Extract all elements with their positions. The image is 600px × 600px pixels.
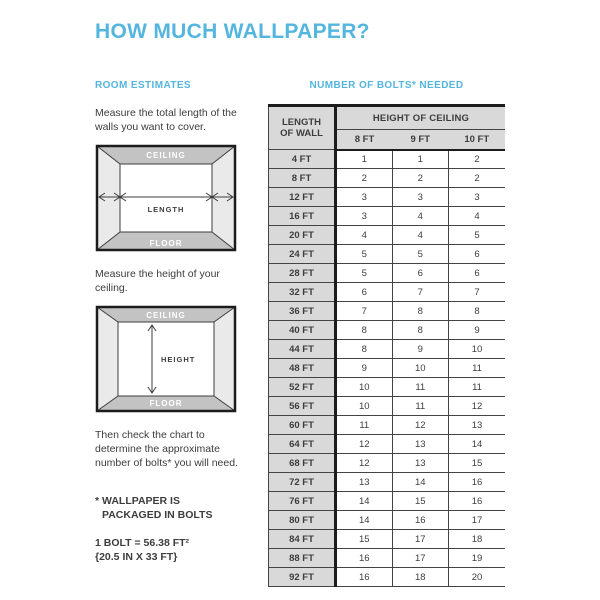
bolt-count-cell: 5 bbox=[392, 245, 449, 264]
table-row bbox=[269, 568, 506, 587]
table-row bbox=[269, 530, 506, 549]
bolt-count-cell: 11 bbox=[449, 378, 506, 397]
wall-length-cell: 44 FT bbox=[269, 340, 336, 359]
bolt-count-cell: 11 bbox=[392, 378, 449, 397]
bolt-count-cell: 8 bbox=[392, 302, 449, 321]
height-label: HEIGHT bbox=[161, 355, 196, 364]
table-row bbox=[269, 492, 506, 511]
bolt-size-line2: {20.5 IN X 33 FT} bbox=[95, 551, 178, 563]
bolt-count-cell: 16 bbox=[336, 568, 393, 587]
bolt-count-cell: 13 bbox=[336, 473, 393, 492]
wall-length-cell: 24 FT bbox=[269, 245, 336, 264]
bolt-count-cell: 2 bbox=[392, 169, 449, 188]
table-row bbox=[269, 302, 506, 321]
wall-length-cell: 64 FT bbox=[269, 435, 336, 454]
bolt-count-cell: 8 bbox=[336, 321, 393, 340]
bolt-count-cell: 4 bbox=[392, 207, 449, 226]
room-height-diagram bbox=[95, 305, 237, 413]
room-length-diagram bbox=[95, 144, 237, 252]
wall-length-cell: 40 FT bbox=[269, 321, 336, 340]
wall-length-cell: 28 FT bbox=[269, 264, 336, 283]
wall-length-cell: 84 FT bbox=[269, 530, 336, 549]
bolt-count-cell: 14 bbox=[449, 435, 506, 454]
page-title: HOW MUCH WALLPAPER? bbox=[95, 20, 370, 43]
wall-length-cell: 92 FT bbox=[269, 568, 336, 587]
footnote-line2: PACKAGED IN BOLTS bbox=[102, 509, 213, 521]
bolt-count-cell: 3 bbox=[336, 188, 393, 207]
bolt-count-cell: 9 bbox=[336, 359, 393, 378]
ceiling-label: CEILING bbox=[146, 311, 186, 320]
table-row bbox=[269, 473, 506, 492]
bolt-count-cell: 11 bbox=[449, 359, 506, 378]
bolt-count-cell: 1 bbox=[392, 150, 449, 169]
table-row bbox=[269, 435, 506, 454]
bolt-count-cell: 7 bbox=[449, 283, 506, 302]
bolt-count-cell: 10 bbox=[392, 359, 449, 378]
bolts-footnote bbox=[95, 494, 253, 522]
bolt-count-cell: 12 bbox=[449, 397, 506, 416]
table-row bbox=[269, 511, 506, 530]
table-row bbox=[269, 549, 506, 568]
bolt-count-cell: 11 bbox=[336, 416, 393, 435]
bolt-count-cell: 6 bbox=[392, 264, 449, 283]
wall-length-cell: 80 FT bbox=[269, 511, 336, 530]
wall-length-cell: 48 FT bbox=[269, 359, 336, 378]
table-row bbox=[269, 188, 506, 207]
bolt-count-cell: 7 bbox=[336, 302, 393, 321]
bolt-count-cell: 6 bbox=[449, 264, 506, 283]
table-row bbox=[269, 169, 506, 188]
bolt-size-info bbox=[95, 536, 253, 564]
table-row bbox=[269, 454, 506, 473]
ceiling-label: CEILING bbox=[146, 151, 186, 160]
footnote-line1: * WALLPAPER IS bbox=[95, 495, 180, 507]
instruction-height-text: Measure the height of your ceiling. bbox=[95, 268, 220, 294]
bolt-count-cell: 1 bbox=[336, 150, 393, 169]
bolt-count-cell: 9 bbox=[392, 340, 449, 359]
floor-label: FLOOR bbox=[149, 239, 183, 248]
bolt-count-cell: 3 bbox=[336, 207, 393, 226]
table-row bbox=[269, 207, 506, 226]
bolt-count-cell: 3 bbox=[392, 188, 449, 207]
bolt-count-cell: 17 bbox=[449, 511, 506, 530]
bolt-count-cell: 5 bbox=[449, 226, 506, 245]
wall-length-cell: 88 FT bbox=[269, 549, 336, 568]
bolt-count-cell: 6 bbox=[449, 245, 506, 264]
bolt-count-cell: 12 bbox=[336, 454, 393, 473]
bolt-count-cell: 15 bbox=[336, 530, 393, 549]
bolt-count-cell: 16 bbox=[336, 549, 393, 568]
bolt-count-cell: 8 bbox=[449, 302, 506, 321]
table-row bbox=[269, 150, 506, 169]
wall-length-cell: 20 FT bbox=[269, 226, 336, 245]
bolt-count-cell: 15 bbox=[449, 454, 506, 473]
bolt-count-cell: 6 bbox=[336, 283, 393, 302]
table-row bbox=[269, 226, 506, 245]
bolt-count-cell: 4 bbox=[449, 207, 506, 226]
instruction-length-text: Measure the total length of the walls you want to cover. bbox=[95, 107, 237, 133]
table-row bbox=[269, 264, 506, 283]
bolts-table-body bbox=[269, 150, 506, 587]
bolt-count-cell: 9 bbox=[449, 321, 506, 340]
wall-length-cell: 68 FT bbox=[269, 454, 336, 473]
bolt-count-cell: 7 bbox=[392, 283, 449, 302]
wall-length-cell: 12 FT bbox=[269, 188, 336, 207]
bolt-count-cell: 13 bbox=[392, 454, 449, 473]
bolt-count-cell: 2 bbox=[336, 169, 393, 188]
table-row bbox=[269, 378, 506, 397]
bolt-count-cell: 18 bbox=[392, 568, 449, 587]
bolt-count-cell: 14 bbox=[336, 511, 393, 530]
bolt-count-cell: 8 bbox=[392, 321, 449, 340]
bolt-count-cell: 12 bbox=[336, 435, 393, 454]
bolt-count-cell: 16 bbox=[449, 473, 506, 492]
wall-length-cell: 72 FT bbox=[269, 473, 336, 492]
bolts-needed-heading: NUMBER OF BOLTS* NEEDED bbox=[309, 80, 464, 91]
instruction-chart-text: Then check the chart to determine the approximate number of bolts* you will need. bbox=[95, 429, 238, 469]
length-label: LENGTH bbox=[147, 205, 185, 214]
table-header-row-1 bbox=[269, 106, 506, 130]
bolt-count-cell: 5 bbox=[336, 245, 393, 264]
bolt-count-cell: 16 bbox=[449, 492, 506, 511]
bolt-count-cell: 10 bbox=[336, 378, 393, 397]
bolt-count-cell: 18 bbox=[449, 530, 506, 549]
wall-length-cell: 60 FT bbox=[269, 416, 336, 435]
bolts-needed-section bbox=[268, 80, 505, 587]
bolt-count-cell: 10 bbox=[449, 340, 506, 359]
wall-length-cell: 36 FT bbox=[269, 302, 336, 321]
bolt-count-cell: 19 bbox=[449, 549, 506, 568]
bolts-table bbox=[268, 104, 505, 587]
bolt-count-cell: 5 bbox=[336, 264, 393, 283]
bolt-count-cell: 2 bbox=[449, 150, 506, 169]
bolt-size-line1: 1 BOLT = 56.38 FT² bbox=[95, 537, 190, 549]
wall-length-cell: 76 FT bbox=[269, 492, 336, 511]
table-row bbox=[269, 245, 506, 264]
bolt-count-cell: 10 bbox=[336, 397, 393, 416]
room-estimates-heading: ROOM ESTIMATES bbox=[95, 80, 191, 91]
bolt-count-cell: 12 bbox=[392, 416, 449, 435]
bolt-count-cell: 15 bbox=[392, 492, 449, 511]
length-of-wall-header: LENGTH OF WALL bbox=[269, 106, 336, 150]
ceiling-8ft-header: 8 FT bbox=[336, 130, 393, 150]
bolt-count-cell: 2 bbox=[449, 169, 506, 188]
wall-length-cell: 16 FT bbox=[269, 207, 336, 226]
bolt-count-cell: 14 bbox=[392, 473, 449, 492]
wall-length-cell: 8 FT bbox=[269, 169, 336, 188]
ceiling-9ft-header: 9 FT bbox=[392, 130, 449, 150]
bolt-count-cell: 13 bbox=[449, 416, 506, 435]
wall-length-cell: 52 FT bbox=[269, 378, 336, 397]
wall-length-cell: 56 FT bbox=[269, 397, 336, 416]
bolt-count-cell: 11 bbox=[392, 397, 449, 416]
bolt-count-cell: 14 bbox=[336, 492, 393, 511]
back-wall bbox=[120, 164, 212, 232]
table-row bbox=[269, 321, 506, 340]
bolt-count-cell: 8 bbox=[336, 340, 393, 359]
bolt-count-cell: 17 bbox=[392, 530, 449, 549]
table-row bbox=[269, 283, 506, 302]
table-row bbox=[269, 340, 506, 359]
ceiling-10ft-header: 10 FT bbox=[449, 130, 506, 150]
height-of-ceiling-header: HEIGHT OF CEILING bbox=[336, 106, 506, 130]
table-row bbox=[269, 397, 506, 416]
wall-length-cell: 32 FT bbox=[269, 283, 336, 302]
wall-length-cell: 4 FT bbox=[269, 150, 336, 169]
bolt-count-cell: 20 bbox=[449, 568, 506, 587]
bolt-count-cell: 3 bbox=[449, 188, 506, 207]
bolt-count-cell: 16 bbox=[392, 511, 449, 530]
bolt-count-cell: 4 bbox=[336, 226, 393, 245]
bolt-count-cell: 13 bbox=[392, 435, 449, 454]
table-row bbox=[269, 416, 506, 435]
bolt-count-cell: 17 bbox=[392, 549, 449, 568]
room-estimates-section bbox=[95, 80, 253, 564]
table-row bbox=[269, 359, 506, 378]
floor-label: FLOOR bbox=[149, 399, 183, 408]
bolt-count-cell: 4 bbox=[392, 226, 449, 245]
